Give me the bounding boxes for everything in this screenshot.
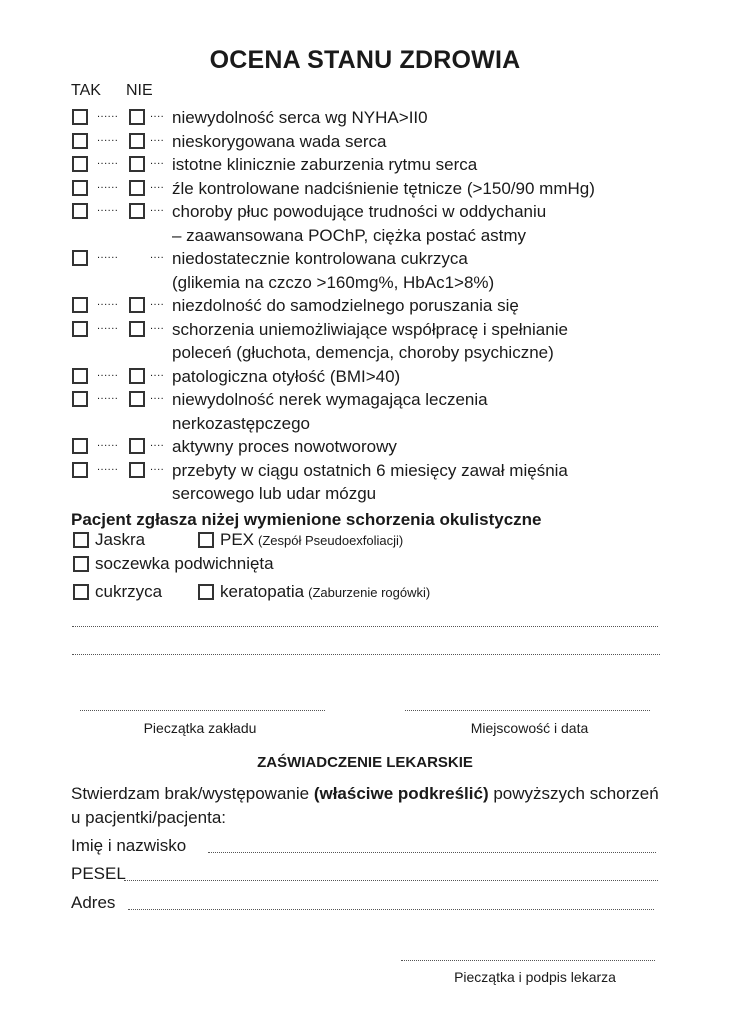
doctor-signature-line[interactable]	[401, 960, 655, 961]
no-checkbox[interactable]	[129, 180, 145, 196]
condition-text	[172, 130, 387, 154]
condition-checkboxes	[72, 130, 172, 154]
condition-row	[72, 435, 692, 459]
condition-text-line: aktywny proces nowotworowy	[172, 437, 397, 456]
yes-checkbox[interactable]	[72, 180, 88, 196]
yes-checkbox[interactable]	[72, 250, 88, 266]
statement-emphasis: (właściwe podkreślić)	[313, 784, 489, 803]
condition-text	[172, 200, 546, 247]
conditions-checklist	[72, 106, 692, 506]
name-field-label: Imię i nazwisko	[71, 836, 187, 855]
yes-column-header: TAK	[71, 82, 101, 99]
leader-dots: ....	[150, 178, 165, 191]
glaucoma-label: Jaskra	[95, 530, 146, 549]
condition-text	[172, 247, 494, 294]
pesel-field-label: PESEL	[71, 864, 126, 883]
leader-dots: ......	[97, 366, 119, 379]
stamp-label: Pieczątka zakładu	[143, 720, 257, 736]
leader-dots: ....	[150, 460, 165, 473]
certificate-title: ZAŚWIADCZENIE LEKARSKIE	[257, 754, 473, 771]
condition-text-line: schorzenia uniemożliwiające współpracę i spełnianie	[172, 319, 568, 339]
place-date-signature-line[interactable]	[405, 710, 650, 711]
leader-dots: ......	[97, 155, 119, 167]
leader-dots: ......	[97, 202, 119, 214]
no-checkbox[interactable]	[129, 391, 145, 407]
no-checkbox[interactable]	[129, 321, 145, 337]
condition-text-line: (glikemia na czczo >160mg%, HbAc1>8%)	[172, 272, 495, 292]
statement-text-start: Stwierdzam brak/występowanie	[71, 784, 314, 803]
stamp-signature-line[interactable]	[80, 710, 325, 711]
condition-checkboxes	[72, 365, 172, 389]
leader-dots: ....	[150, 155, 165, 167]
leader-dots: ......	[97, 319, 119, 332]
condition-text	[172, 435, 397, 459]
condition-text-line: niewydolność serca wg NYHA>II0	[172, 108, 428, 127]
no-checkbox[interactable]	[129, 462, 145, 478]
leader-dots: ......	[97, 390, 119, 402]
pex-note: (Zespół Pseudoexfoliacji)	[258, 532, 404, 548]
condition-row	[72, 318, 692, 365]
yes-checkbox[interactable]	[72, 297, 88, 313]
condition-row	[72, 294, 692, 318]
condition-text-line: sercowego lub udar mózgu	[172, 484, 377, 503]
yes-checkbox[interactable]	[72, 133, 88, 149]
condition-text	[172, 153, 477, 177]
condition-text-line: patologiczna otyłość (BMI>40)	[172, 366, 401, 386]
leader-dots: ......	[97, 108, 119, 120]
condition-row	[72, 388, 692, 435]
condition-text	[172, 365, 400, 389]
pesel-field-line[interactable]	[124, 880, 658, 881]
certificate-statement	[71, 782, 671, 830]
condition-text-line: źle kontrolowane nadciśnienie tętnicze (>150/90 mmHg)	[172, 178, 595, 198]
statement-text-end: powyższych schorzeń u pacjentki/pacjenta:	[71, 784, 659, 827]
no-checkbox[interactable]	[129, 133, 145, 149]
condition-row	[72, 247, 692, 294]
eye-item-pex[interactable]	[198, 530, 403, 550]
keratopathy-note: (Zaburzenie rogówki)	[308, 584, 431, 600]
glaucoma-checkbox[interactable]	[73, 532, 89, 548]
condition-checkboxes	[72, 153, 172, 177]
leader-dots: ....	[150, 437, 165, 449]
no-checkbox[interactable]	[129, 109, 145, 125]
lens-label: soczewka podwichnięta	[95, 554, 274, 573]
eye-item-glaucoma[interactable]	[73, 530, 145, 550]
lens-checkbox[interactable]	[73, 556, 89, 572]
condition-text-line: poleceń (głuchota, demencja, choroby psychiczne)	[172, 343, 554, 362]
notes-line-2[interactable]	[72, 654, 660, 655]
yes-checkbox[interactable]	[72, 321, 88, 337]
leader-dots: ......	[97, 178, 119, 191]
condition-row	[72, 106, 692, 130]
no-checkbox[interactable]	[129, 438, 145, 454]
condition-row	[72, 459, 692, 506]
eye-item-diabetes[interactable]	[73, 582, 162, 602]
condition-text-line: nerkozastępczego	[172, 413, 310, 433]
leader-dots: ....	[150, 390, 165, 402]
yes-checkbox[interactable]	[72, 368, 88, 384]
condition-checkboxes	[72, 318, 172, 342]
keratopathy-label: keratopatia	[220, 582, 305, 601]
condition-text-line: choroby płuc powodujące trudności w oddychaniu	[172, 202, 547, 221]
condition-text-line: przebyty w ciągu ostatnich 6 miesięcy zawał mięśnia	[172, 460, 568, 480]
leader-dots: ......	[97, 296, 119, 308]
condition-text	[172, 388, 488, 435]
yes-checkbox[interactable]	[72, 203, 88, 219]
doctor-signature-label: Pieczątka i podpis lekarza	[454, 969, 616, 985]
eye-item-lens[interactable]	[73, 554, 274, 574]
yes-checkbox[interactable]	[72, 462, 88, 478]
notes-line-1[interactable]	[72, 626, 658, 627]
yes-checkbox[interactable]	[72, 109, 88, 125]
condition-checkboxes	[72, 388, 172, 412]
condition-checkboxes	[72, 177, 172, 201]
no-checkbox[interactable]	[129, 156, 145, 172]
address-field-line[interactable]	[128, 909, 654, 910]
condition-text	[172, 459, 568, 506]
leader-dots: ....	[150, 249, 165, 261]
condition-row	[72, 200, 692, 247]
condition-text-line: niedostatecznie kontrolowana cukrzyca	[172, 249, 468, 268]
yes-checkbox[interactable]	[72, 438, 88, 454]
condition-row	[72, 130, 692, 154]
no-checkbox[interactable]	[129, 203, 145, 219]
leader-dots: ....	[150, 319, 165, 332]
keratopathy-checkbox[interactable]	[198, 584, 214, 600]
no-checkbox[interactable]	[129, 368, 145, 384]
condition-text-line: – zaawansowana POChP, ciężka postać astmy	[172, 225, 527, 245]
form-title: OCENA STANU ZDROWIA	[209, 46, 521, 74]
condition-text-line: niezdolność do samodzielnego poruszania się	[172, 296, 519, 315]
leader-dots: ....	[150, 296, 165, 308]
condition-checkboxes	[72, 106, 172, 130]
condition-checkboxes	[72, 247, 172, 271]
leader-dots: ......	[97, 131, 119, 144]
condition-text-line: niewydolność nerek wymagająca leczenia	[172, 390, 488, 409]
condition-row	[72, 177, 692, 201]
condition-checkboxes	[72, 200, 172, 224]
leader-dots: ......	[97, 460, 119, 473]
eye-conditions-heading: Pacjent zgłasza niżej wymienione schorzenia okulistyczne	[71, 510, 542, 529]
pex-label: PEX	[220, 530, 255, 549]
leader-dots: ....	[150, 131, 165, 144]
leader-dots: ....	[150, 366, 165, 379]
condition-text	[172, 294, 519, 318]
address-field-label: Adres	[71, 893, 116, 912]
eye-item-keratopathy[interactable]	[198, 582, 430, 602]
yes-checkbox[interactable]	[72, 391, 88, 407]
no-checkbox[interactable]	[129, 297, 145, 313]
condition-row	[72, 365, 692, 389]
diabetes-checkbox[interactable]	[73, 584, 89, 600]
condition-text-line: istotne klinicznie zaburzenia rytmu serca	[172, 155, 478, 174]
yes-checkbox[interactable]	[72, 156, 88, 172]
place-date-label: Miejscowość i data	[470, 720, 589, 736]
leader-dots: ....	[150, 108, 165, 120]
condition-row	[72, 153, 692, 177]
condition-text-line: nieskorygowana wada serca	[172, 131, 387, 151]
name-field-line[interactable]	[208, 852, 656, 853]
condition-text	[172, 106, 428, 130]
diabetes-label: cukrzyca	[95, 582, 163, 601]
leader-dots: ....	[150, 202, 165, 214]
condition-text	[172, 177, 595, 201]
leader-dots: ......	[97, 437, 119, 449]
no-column-header: NIE	[126, 82, 153, 99]
pex-checkbox[interactable]	[198, 532, 214, 548]
leader-dots: ......	[97, 249, 119, 261]
condition-checkboxes	[72, 435, 172, 459]
condition-text	[172, 318, 568, 365]
condition-checkboxes	[72, 459, 172, 483]
condition-checkboxes	[72, 294, 172, 318]
